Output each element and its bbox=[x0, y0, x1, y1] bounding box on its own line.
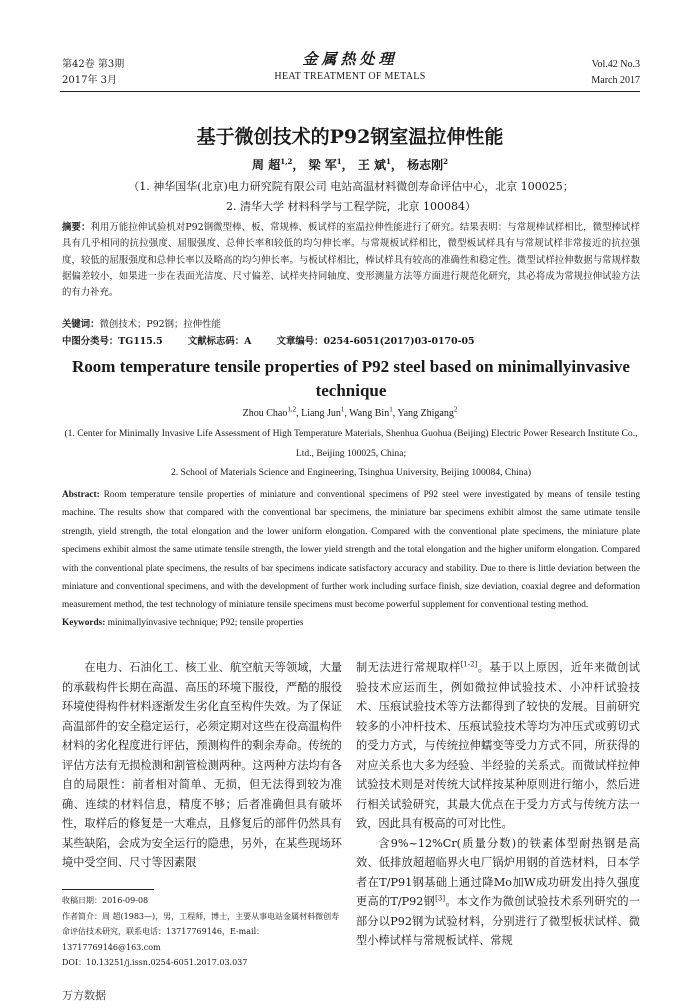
author-bio: 作者简介：周 超(1983—)，男，工程师，博士，主要从事电站金属材料微创寿命评估技术研究，联系电话：13717769146，E-mail：13717769146@163.com bbox=[62, 911, 340, 952]
en-title: Room temperature tensile properties of P92 steel based on minimallyinvasive technique bbox=[72, 357, 630, 400]
en-author-sup: 1 bbox=[340, 405, 345, 414]
class-number: 中图分类号：TG115.5 bbox=[62, 336, 163, 347]
cn-abstract bbox=[62, 220, 640, 301]
journal-logo-cn: 金属热处理 bbox=[302, 50, 398, 68]
body-paragraph bbox=[356, 658, 640, 834]
footer-source: 万方数据 bbox=[62, 989, 106, 1002]
article-number: 文章编号：0254-6051(2017)03-0170-05 bbox=[276, 336, 475, 347]
cn-abstract-label: 摘要： bbox=[62, 222, 91, 233]
cn-author: 梁 军 bbox=[308, 158, 337, 172]
cn-author: 杨志刚 bbox=[407, 158, 444, 172]
cn-author: 周 超 bbox=[252, 158, 281, 172]
en-abstract-label: Abstract: bbox=[62, 490, 100, 500]
en-author: Zhou Chao bbox=[242, 408, 288, 419]
header-rule bbox=[60, 91, 640, 92]
en-author: Yang Zhigang bbox=[397, 408, 454, 419]
cn-title: 基于微创技术的P92钢室温拉伸性能 bbox=[196, 126, 504, 148]
volume-issue-cn: 第42卷 第3期 bbox=[62, 59, 125, 70]
en-author-sup: 1,2 bbox=[287, 405, 297, 414]
doi: DOI：10.13251/j.issn.0254-6051.2017.03.037 bbox=[62, 958, 248, 968]
en-authors: Zhou Chao$^{1,2}$, Liang Jun$^1$, Wang Bin$^1$, Yang Zhigang$^2$ bbox=[242, 405, 458, 419]
volume-issue-en: Vol.42 No.3 bbox=[591, 59, 640, 70]
en-author-sup: 2 bbox=[453, 405, 458, 414]
body-paragraph bbox=[356, 834, 640, 951]
date-cn: 2017年 3月 bbox=[62, 75, 117, 86]
date-en: March 2017 bbox=[591, 75, 640, 86]
doc-code: 文献标志码：A bbox=[187, 336, 252, 347]
en-author: Wang Bin bbox=[349, 408, 390, 419]
body-text: 。本文作为微创试验技术系列研究的一部分以P92钢为试验材料，分别进行了微型板状试样、微型小棒试样与常规板试样、常规 bbox=[356, 895, 640, 947]
en-author-sup: 1 bbox=[389, 405, 393, 414]
cn-keywords bbox=[62, 317, 640, 333]
cn-keywords-text: 微创技术；P92钢；拉伸性能 bbox=[99, 319, 221, 330]
cn-keywords-label: 关键词： bbox=[62, 319, 100, 330]
cn-author-sup: 1 bbox=[336, 157, 342, 166]
en-affiliation-1: (1. Center for Minimally Invasive Life Assessment of High Temperature Materials, Shenhua Guohua (Beijing) Electric Power Research Institute Co., Ltd., Beijing 100025, China; bbox=[64, 428, 638, 459]
journal-name-en: HEAT TREATMENT OF METALS bbox=[274, 71, 426, 82]
cn-affiliation-1: （1. 神华国华(北京)电力研究院有限公司 电站高温材料微创寿命评估中心，北京 100025； bbox=[128, 180, 574, 193]
cn-authors: 周 超$^{1,2}$， 梁 军$^1$， 王 斌$^1$， 杨志刚$^2$ bbox=[252, 157, 448, 172]
cn-author: 王 斌 bbox=[357, 158, 387, 172]
cn-abstract-text: 利用万能拉伸试验机对P92钢微型棒、板、常规棒、板试样的室温拉伸性能进行了研究。结果表明：与常规棒试样相比，微型棒试样具有几乎相同的抗拉强度、屈服强度、总伸长率和较低的均匀伸长率。与常规板试样相比，微型板试样具有与常规试样非常接近的抗拉强度，较低的屈服强度和总伸长率以及略高的均匀伸长率。与板试样相比，棒试样具有较高的准确性和稳定性。微型试样拉伸数据与常规样数据偏差较小，如果进一步在表面光洁度、尺寸偏差、试样夹持同轴度、变形测量方法等方面进行规范化研究，其必将成为常规拉伸试验方法的有力补充。 bbox=[62, 222, 640, 299]
body-text: 制无法进行常规取样 bbox=[356, 661, 461, 674]
cn-author-sup: 1,2 bbox=[280, 157, 293, 166]
en-keywords bbox=[62, 614, 640, 632]
header-right bbox=[591, 57, 640, 89]
body-text: 。基于以上原因，近年来微创试验技术应运而生，例如微拉伸试验技术、小冲杆试验技术、压痕试验技术等方法都得到了较快的发展。目前研究较多的小冲杆技术、压痕试验技术等均为冲压式或剪切式的受力方式，与传统拉伸蠕变等受力方式不同，所获得的对应关系也大多为经验、半经验的关系式。而微试样拉伸试验技术则是对传统大试样按某种原则进行缩小，然后进行相关试验研究，其最大优点在于受力方式与传统方法一致，因此具有极高的可对比性。 bbox=[356, 661, 640, 830]
footnote-rule bbox=[62, 889, 154, 890]
cn-author-sup: 1 bbox=[386, 157, 391, 166]
body-right-column bbox=[356, 658, 640, 982]
en-keywords-label: Keywords: bbox=[62, 618, 106, 628]
en-author: Liang Jun bbox=[301, 408, 341, 419]
cn-classification bbox=[62, 334, 640, 350]
cn-author-sup: 2 bbox=[443, 157, 448, 166]
body-left-column bbox=[62, 658, 342, 878]
en-abstract bbox=[62, 486, 640, 615]
received-date: 收稿日期：2016-09-08 bbox=[62, 896, 149, 905]
en-abstract-text: Room temperature tensile properties of miniature and conventional specimens of P92 steel were investigated by means of tensile testing machine. The results show that compared with the conventional bar specimens, the miniature bar specimens exhibit almost the same utimate tensile strength, yield strength, the total elongation and the lower uniform elongation. Compared with the conventional plate specimens, the miniature plate specimens exhibit almost the same utimate tensile strength, the lower yield strength and the total elongation and the higher uniform elongation. Compared with the conventional plate specimens, the results of bar specimens indicate satisfactory accuracy and stability. Due to there is little deviation between the miniature and conventional specimens, and with the development of further work including surface finish, size deviation, coaxial degree and deformation measurement method, the test technology of miniature tensile specimens must become powerful supplement for conventional testing method. bbox=[62, 490, 640, 611]
en-affiliation-2: 2. School of Materials Science and Engineering, Tsinghua University, Beijing 100084, China) bbox=[170, 467, 532, 478]
body-text: 含9%~12%Cr(质量分数)的铁素体型耐热钢是高效、低排放超超临界火电厂锅炉用钢的首选材料，日本学者在T/P91钢基础上通过降Mo加W成功研发出持久强度更高的T/P92钢 bbox=[356, 836, 640, 908]
citation-ref: [3] bbox=[435, 894, 446, 903]
body-paragraph: 在电力、石油化工、核工业、航空航天等领域，大量的承载构件长期在高温、高压的环境下服役，严酷的服役环境使得构件材料逐渐发生劣化直至构件失效。为了保证高温部件的安全稳定运行，必须定期对这些在役高温构件材料的劣化程度进行评估，预测构件的剩余寿命。传统的评估方法有无损检测和割管检测两种。这两种方法均有各自的局限性：前者相对简单、无损，但无法得到较为准确、连续的材料信息，精度不够；后者准确但具有破坏性，取样后的修复是一大难点，且修复后的部件仍然具有某些缺陷，会成为安全运行的隐患，另外，在某些现场环境中受空间、尺寸等因素限 bbox=[62, 661, 342, 869]
footnote bbox=[62, 893, 344, 971]
cn-affiliation-2: 2. 清华大学 材料科学与工程学院，北京 100084） bbox=[226, 200, 476, 213]
citation-ref: [1-2] bbox=[460, 660, 478, 669]
en-keywords-text: minimallyinvasive technique; P92; tensile properties bbox=[107, 618, 304, 628]
